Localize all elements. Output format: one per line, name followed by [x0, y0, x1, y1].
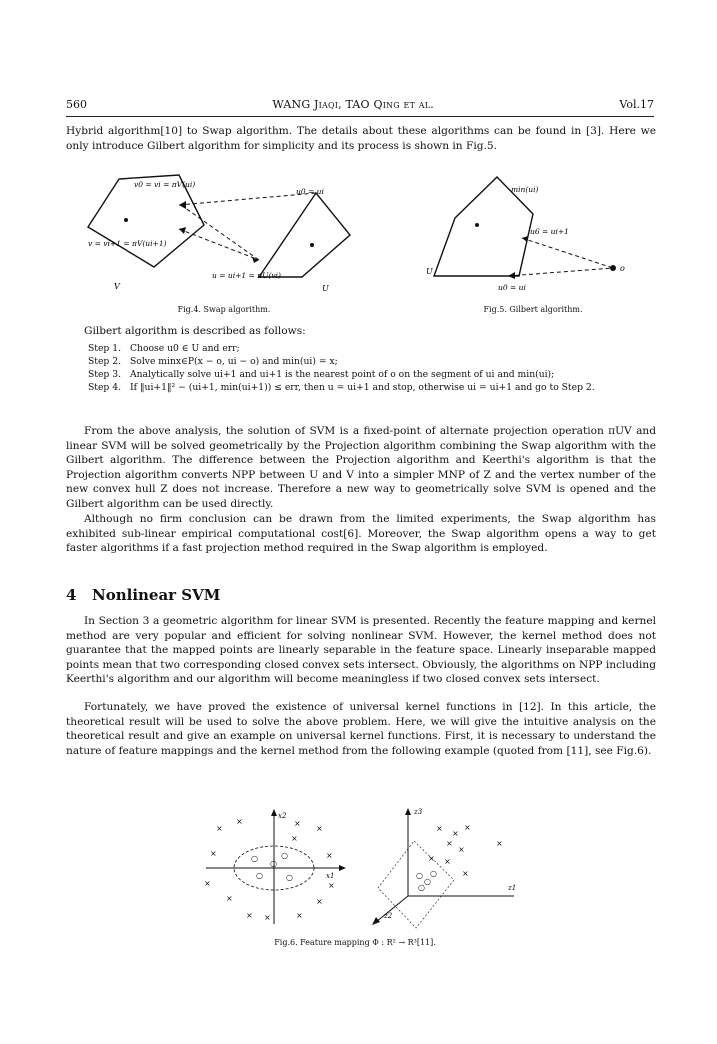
step-item — [88, 368, 654, 381]
svg-text:○: ○ — [281, 851, 288, 860]
fig6-label-x2: x2 — [278, 812, 287, 820]
gilbert-algorithm-figure — [420, 168, 635, 298]
arrowhead — [522, 236, 528, 242]
svg-text:×: × — [444, 857, 451, 866]
svg-text:×: × — [436, 824, 443, 833]
fig6-label-z1: z1 — [508, 884, 517, 892]
fig5-caption: Fig.5. Gilbert algorithm. — [483, 305, 583, 314]
fig4-label-set-u: U — [322, 284, 329, 293]
hull-u-center-dot — [475, 223, 479, 227]
arrowhead — [508, 272, 515, 279]
dashed-projection-line — [181, 205, 259, 260]
feature-mapping-figure — [196, 806, 536, 931]
svg-text:×: × — [294, 819, 301, 828]
fig6-label-z3: z3 — [414, 808, 423, 816]
fig6-label-z2: z2 — [384, 912, 393, 920]
svg-text:×: × — [496, 839, 503, 848]
svg-text:×: × — [458, 845, 465, 854]
dashed-line-to-origin — [522, 238, 613, 268]
header-volume: Vol.17 — [619, 97, 654, 111]
step-label: Step 1. — [88, 343, 121, 354]
fig4-label-u0: u0 = ui — [296, 187, 324, 196]
step-text: Solve minx∈P(x − o, ui − o) and min(ui) = x; — [130, 356, 338, 367]
svg-text:×: × — [464, 823, 471, 832]
svg-text:○: ○ — [251, 854, 258, 863]
fig5-label-u6: u6 = ui+1 — [530, 227, 569, 236]
svg-text:×: × — [316, 824, 323, 833]
fig4-caption: Fig.4. Swap algorithm. — [177, 305, 271, 314]
header-authors: WANG Jiaqi, TAO Qing et al. — [272, 97, 434, 111]
arrowhead — [179, 227, 186, 234]
step-item — [88, 355, 654, 368]
section-number: 4 — [66, 586, 77, 604]
body-paragraph: From the above analysis, the solution of SVM is a fixed-point of alternate projection operation πUV and linear SVM will be solved geometrically by the Projection algorithm combining the Swap algorithm with the Gilbert algorithm. The difference between the Projection algorithm and Keerthi's algorithm is that the Projection algorithm converts NPP between U and V into a simpler MNP of Z and the vertex number of the new convex hull Z does not increase. Therefore a new way to geometrically solve SVM is opened and the Gilbert algorithm can be used directly. — [66, 425, 656, 510]
step-label: Step 4. — [88, 382, 121, 393]
origin-point — [610, 265, 616, 271]
svg-text:○: ○ — [256, 871, 263, 880]
algorithm-steps — [88, 342, 654, 394]
gilbert-intro: Gilbert algorithm is described as follows: — [84, 325, 306, 337]
svg-text:×: × — [210, 849, 217, 858]
fig6-caption: Fig.6. Feature mapping Φ : R² → R³[11]. — [274, 938, 436, 947]
dashed-line-to-origin — [508, 268, 613, 276]
step-text: If ‖ui+1‖² − (ui+1, min(ui+1)) ≤ err, then u = ui+1 and stop, otherwise ui = ui+1 and go to Step 2. — [130, 382, 595, 393]
section-heading — [66, 586, 220, 604]
swap-algorithm-figure — [84, 165, 364, 297]
running-header — [66, 95, 654, 117]
svg-text:○: ○ — [270, 859, 277, 868]
svg-text:×: × — [316, 897, 323, 906]
svg-text:×: × — [452, 829, 459, 838]
fig5-label-min: min(ui) — [511, 185, 539, 194]
axis-arrow — [271, 809, 277, 816]
step-label: Step 3. — [88, 369, 121, 380]
convex-hull-u — [259, 193, 350, 277]
svg-text:×: × — [446, 839, 453, 848]
step-text: Analytically solve ui+1 and ui+1 is the nearest point of o on the segment of ui and min(ui); — [130, 369, 555, 380]
section-title: Nonlinear SVM — [92, 586, 221, 604]
svg-text:×: × — [264, 913, 271, 922]
hull-u-center-dot — [310, 243, 314, 247]
step-label: Step 2. — [88, 356, 121, 367]
svg-text:×: × — [328, 881, 335, 890]
svg-text:×: × — [326, 851, 333, 860]
svg-text:×: × — [236, 817, 243, 826]
svg-text:○: ○ — [286, 873, 293, 882]
svg-text:×: × — [462, 869, 469, 878]
svg-text:×: × — [226, 894, 233, 903]
page-number: 560 — [66, 97, 87, 111]
class-markers — [204, 817, 335, 922]
svg-text:×: × — [204, 879, 211, 888]
svg-text:×: × — [291, 834, 298, 843]
axis-arrow — [339, 865, 346, 871]
svg-text:×: × — [216, 824, 223, 833]
svg-text:×: × — [296, 911, 303, 920]
body-paragraph: Although no firm conclusion can be drawn from the limited experiments, the Swap algorithm has exhibited sub-linear empirical computational cost[6]. Moreover, the Swap algorithm opens a way to get faster algorithms if a fast projection method required in the Swap algorithm is employed. — [66, 513, 656, 555]
intro-paragraph: Hybrid algorithm[10] to Swap algorithm. The details about these algorithms can be found in [3]. Here we only introduce Gilbert algorithm for simplicity and its process is shown in Fig.5. — [66, 125, 656, 152]
fig4-label-set-v: V — [114, 282, 120, 291]
step-text: Choose u0 ∈ U and err; — [130, 343, 240, 354]
fig4-label-v0: v0 = vi = πV(ui) — [134, 180, 196, 189]
fig4-label-v: v = vi+1 = πV(ui+1) — [88, 239, 167, 248]
axis-arrow — [372, 917, 380, 925]
svg-text:○: ○ — [430, 869, 437, 878]
svg-text:○: ○ — [424, 877, 431, 886]
svg-text:○: ○ — [416, 871, 423, 880]
arrowhead — [179, 201, 186, 209]
hull-v-center-dot — [124, 218, 128, 222]
svg-text:○: ○ — [418, 883, 425, 892]
svg-text:×: × — [428, 854, 435, 863]
axis-arrow — [405, 808, 411, 815]
svg-text:×: × — [246, 911, 253, 920]
fig6-label-x1: x1 — [326, 872, 335, 880]
fig5-label-origin: o — [620, 264, 625, 273]
step-item — [88, 342, 654, 355]
dashed-projection-line — [179, 229, 259, 260]
section-paragraph: In Section 3 a geometric algorithm for linear SVM is presented. Recently the feature mapping and kernel method are very popular and efficient for solving nonlinear SVM. However, the kernel method does not guarantee that the mapped points are linearly separable in the feature space. Linearly inseparable mapped points mean that two corresponding closed convex sets intersect. Obviously, the algorithms on NPP including Keerthi's algorithm and our algorithm will become meaningless if two closed convex sets intersect. — [66, 615, 656, 686]
section-paragraph: Fortunately, we have proved the existence of universal kernel functions in [12]. In this article, the theoretical result will be used to solve the above problem. Here, we will give the intuitive analysis on the theoretical result and give an example on universal kernel functions. First, it is necessary to understand the nature of feature mappings and the kernel method from the following example (quoted from [11], see Fig.6). — [66, 701, 656, 757]
step-item — [88, 381, 654, 394]
fig5-label-u0: u0 = ui — [498, 283, 526, 292]
fig4-label-u: u = ui+1 = πU(vi) — [212, 271, 281, 280]
fig5-label-set-u: U — [426, 267, 433, 276]
class-markers — [416, 823, 503, 892]
